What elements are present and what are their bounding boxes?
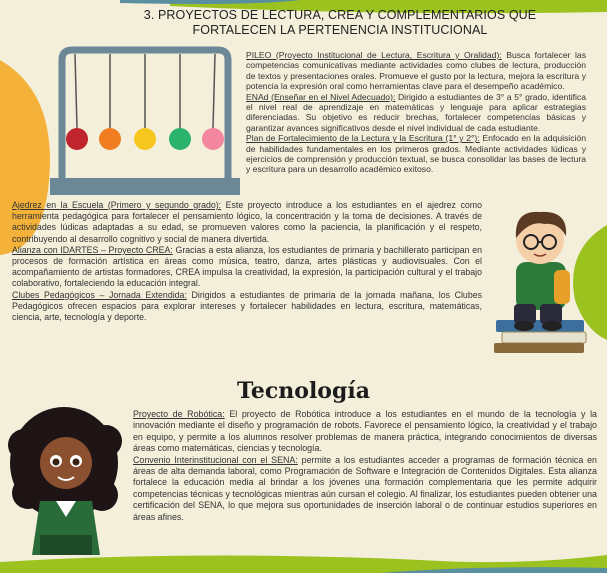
project-pileo <box>246 50 586 92</box>
project-name: PILEO (Proyecto Institucional de Lectura, Escritura y Oralidad): <box>246 50 502 60</box>
project-name: Plan de Fortalecimiento de la Lectura y la Escritura (1° y 2°): <box>246 133 480 144</box>
page-title: 3. PROYECTOS DE LECTURA, CREA Y COMPLEMENTARIOS QUE FORTALECEN LA PERTENENCIA INSTITUCIONAL <box>143 8 537 37</box>
project-enad <box>246 92 586 134</box>
projects-block-top <box>246 50 586 175</box>
tech-heading: Tecnología <box>237 378 370 404</box>
project-name: Alianza con IDARTES – Proyecto CREA: <box>12 244 173 255</box>
project-name: Ajedrez en la Escuela (Primero y segundo grado): <box>12 200 222 210</box>
project-idartes <box>12 245 482 290</box>
project-text: Gracias a esta alianza, los estudiantes de primaria y bachillerato participan en procesos de formación artística en áreas como música, teatro, danza, artes plásticas y audiovisuales. Con el acompañamiento de artistas formadores, CREA impulsa la creatividad, la expresión, la participación cultural y el trabajo colaborativo, fortaleciendo la educación integral. <box>12 244 483 289</box>
project-text: Enfocado en la adquisición de habilidades fundamentales en los primeros grados. Mediante actividades lúdicas y ejercicios de comprensión y producción textual, se busca consolidar las bases de lectura y escritura para un desarrollo académico exitoso. <box>246 133 586 175</box>
project-name: Clubes Pedagógicos – Jornada Extendida: <box>12 289 187 300</box>
tech-robotica <box>133 409 597 455</box>
girl-illustration <box>6 405 126 555</box>
project-text: Este proyecto introduce a los estudiantes en el ajedrez como herramienta pedagógica para fortalecer el pensamiento lógico, la concentración y la toma de decisiones. A través de actividades lúdicas adaptadas a su edad, se promueven valores como la paciencia, la planificación y el respeto, contribuyendo al desarrollo cognitivo y social de manera divertida. <box>12 200 482 244</box>
tech-item-name: Convenio Interinstitucional con el SENA: <box>133 454 298 465</box>
project-text: Dirigidos a estudiantes de primaria de la jornada mañana, los Clubes Pedagógicos ofrecen espacios para explorar intereses y fortalecer habilidades en lectura, escritura, matemáticas, ciencia, arte, tecnología y deporte. <box>12 289 483 323</box>
project-text: Dirigido a estudiantes de 3° a 5° grado, identifica el nivel real de aprendizaje en matemáticas y lenguaje para aplicar estrategias diferenciadas. Su objetivo es reducir brechas, fortalecer competencias básicas y garantizar avances significativos desde el nivel individual de cada estudiante. <box>246 91 586 133</box>
project-ajedrez <box>12 200 482 245</box>
project-clubes <box>12 290 482 324</box>
tech-item-text: permite a los estudiantes acceder a programas de formación técnica en áreas de alta demanda laboral, como Programación de Software e Integración de Contenidos Digitales. Esta alianza fortalece la educación media al brindar a los jóvenes una formación complementaria que les permite adquirir competencias técnicas y tecnológicas mientras aún cursan el colegio. Al finalizar, los estudiantes pueden obtener una certificación del SENA, lo que mejora sus oportunidades de inserción laboral o de continuar estudios superiores en áreas afines. <box>133 454 597 522</box>
tech-item-text: El proyecto de Robótica introduce a los estudiantes en el mundo de la tecnología y la innovación mediante el diseño y programación de robots. Favorece el pensamiento lógico, la creatividad y el trabajo en equipo, y permite a los alumnos resolver problemas de manera práctica, integrando conocimientos de diversas áreas como matemáticas, ciencias y tecnología. <box>133 409 597 454</box>
project-text: Busca fortalecer las competencias comunicativas mediante actividades como clubes de lectura, producción de textos y presentaciones orales. Promueve el gusto por la lectura, mejora la escritura y potencia la expresión oral como herramientas clave para el desempeño académico. <box>246 50 586 92</box>
project-plan-lectura <box>246 133 586 175</box>
tech-sena <box>133 455 597 523</box>
tech-item-name: Proyecto de Robótica: <box>133 409 225 419</box>
tech-block <box>133 409 597 523</box>
boy-reading-illustration <box>488 200 598 355</box>
newtons-cradle-illustration <box>50 40 240 195</box>
projects-block-middle <box>12 200 482 323</box>
project-name: ENAd (Enseñar en el Nivel Adecuado): <box>246 91 396 102</box>
